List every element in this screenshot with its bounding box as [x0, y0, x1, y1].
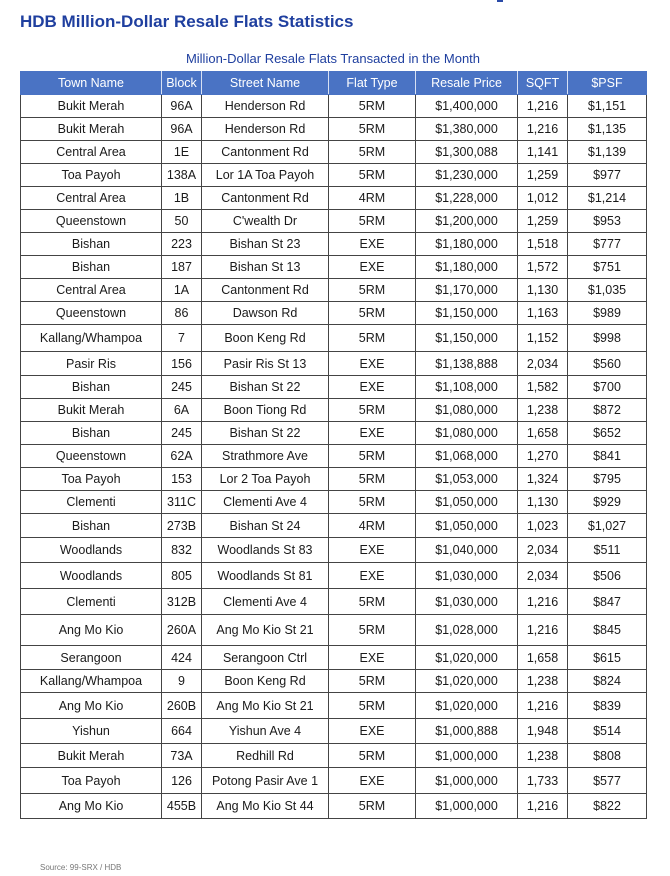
cell-psf: $839: [568, 693, 647, 719]
cell-sqft: 1,152: [518, 325, 568, 352]
cell-sqft: 1,216: [518, 794, 568, 819]
cell-street-name: Woodlands St 81: [202, 563, 329, 589]
cell-sqft: 1,238: [518, 744, 568, 768]
cell-resale-price: $1,180,000: [416, 233, 518, 256]
cell-block: 96A: [162, 118, 202, 141]
cell-sqft: 1,658: [518, 422, 568, 445]
cell-psf: $795: [568, 468, 647, 491]
cell-flat-type: EXE: [329, 538, 416, 563]
cell-psf: $577: [568, 768, 647, 794]
cell-sqft: 1,216: [518, 95, 568, 118]
table-row: [21, 794, 647, 819]
cell-town-name: Queenstown: [21, 302, 162, 325]
table-row: [21, 164, 647, 187]
cell-flat-type: EXE: [329, 256, 416, 279]
cell-block: 9: [162, 670, 202, 693]
cell-town-name: Bishan: [21, 514, 162, 538]
cell-sqft: 1,259: [518, 164, 568, 187]
cell-psf: $1,035: [568, 279, 647, 302]
cell-resale-price: $1,138,888: [416, 352, 518, 376]
cell-resale-price: $1,040,000: [416, 538, 518, 563]
cell-resale-price: $1,150,000: [416, 325, 518, 352]
cell-flat-type: 5RM: [329, 118, 416, 141]
cell-town-name: Woodlands: [21, 563, 162, 589]
cell-block: 153: [162, 468, 202, 491]
cell-street-name: Bishan St 24: [202, 514, 329, 538]
cell-resale-price: $1,170,000: [416, 279, 518, 302]
table-row: [21, 445, 647, 468]
cell-town-name: Toa Payoh: [21, 468, 162, 491]
cell-psf: $700: [568, 376, 647, 399]
table-row: [21, 422, 647, 445]
table-row: [21, 233, 647, 256]
cell-block: 260A: [162, 615, 202, 646]
cell-street-name: Redhill Rd: [202, 744, 329, 768]
cell-town-name: Bishan: [21, 422, 162, 445]
cell-psf: $824: [568, 670, 647, 693]
cell-flat-type: 5RM: [329, 491, 416, 514]
cell-flat-type: 5RM: [329, 279, 416, 302]
table-row: [21, 210, 647, 233]
cell-resale-price: $1,028,000: [416, 615, 518, 646]
cell-block: 1A: [162, 279, 202, 302]
cell-sqft: 1,658: [518, 646, 568, 670]
cell-flat-type: 5RM: [329, 445, 416, 468]
cell-sqft: 1,216: [518, 615, 568, 646]
cell-block: 7: [162, 325, 202, 352]
cell-block: 187: [162, 256, 202, 279]
cell-resale-price: $1,000,000: [416, 744, 518, 768]
cell-flat-type: 5RM: [329, 615, 416, 646]
cell-flat-type: EXE: [329, 768, 416, 794]
cell-resale-price: $1,020,000: [416, 693, 518, 719]
top-rule: [0, 0, 670, 3]
top-rule-mark: [497, 0, 503, 2]
cell-town-name: Ang Mo Kio: [21, 615, 162, 646]
cell-town-name: Bukit Merah: [21, 744, 162, 768]
cell-town-name: Queenstown: [21, 445, 162, 468]
table-row: [21, 141, 647, 164]
table-body: [21, 95, 647, 819]
cell-block: 424: [162, 646, 202, 670]
cell-psf: $1,214: [568, 187, 647, 210]
cell-sqft: 1,163: [518, 302, 568, 325]
cell-street-name: Ang Mo Kio St 21: [202, 693, 329, 719]
table-caption: Million-Dollar Resale Flats Transacted in the Month: [185, 51, 481, 66]
table-row: [21, 646, 647, 670]
cell-sqft: 1,582: [518, 376, 568, 399]
column-header-resale-price: Resale Price: [416, 72, 518, 95]
cell-sqft: 1,948: [518, 719, 568, 744]
table-row: [21, 670, 647, 693]
cell-street-name: Potong Pasir Ave 1: [202, 768, 329, 794]
cell-street-name: Bishan St 13: [202, 256, 329, 279]
cell-block: 832: [162, 538, 202, 563]
column-header-flat-type: Flat Type: [329, 72, 416, 95]
cell-town-name: Queenstown: [21, 210, 162, 233]
cell-town-name: Bukit Merah: [21, 399, 162, 422]
cell-block: 96A: [162, 95, 202, 118]
cell-flat-type: EXE: [329, 422, 416, 445]
cell-town-name: Bukit Merah: [21, 95, 162, 118]
table-row: [21, 589, 647, 615]
cell-block: 73A: [162, 744, 202, 768]
cell-sqft: 1,141: [518, 141, 568, 164]
table-row: [21, 768, 647, 794]
cell-resale-price: $1,200,000: [416, 210, 518, 233]
column-header-psf: $PSF: [568, 72, 647, 95]
table-row: [21, 95, 647, 118]
cell-street-name: Serangoon Ctrl: [202, 646, 329, 670]
cell-psf: $847: [568, 589, 647, 615]
cell-flat-type: EXE: [329, 376, 416, 399]
cell-sqft: 1,012: [518, 187, 568, 210]
source-note: Source: 99-SRX / HDB: [40, 863, 122, 872]
cell-town-name: Bishan: [21, 376, 162, 399]
cell-street-name: Ang Mo Kio St 44: [202, 794, 329, 819]
cell-sqft: 1,270: [518, 445, 568, 468]
cell-flat-type: 5RM: [329, 325, 416, 352]
cell-psf: $1,135: [568, 118, 647, 141]
column-header-street-name: Street Name: [202, 72, 329, 95]
cell-town-name: Clementi: [21, 589, 162, 615]
cell-block: 126: [162, 768, 202, 794]
cell-resale-price: $1,068,000: [416, 445, 518, 468]
cell-flat-type: 5RM: [329, 141, 416, 164]
cell-street-name: Henderson Rd: [202, 95, 329, 118]
cell-street-name: Ang Mo Kio St 21: [202, 615, 329, 646]
cell-street-name: Bishan St 23: [202, 233, 329, 256]
cell-psf: $1,139: [568, 141, 647, 164]
cell-street-name: Woodlands St 83: [202, 538, 329, 563]
cell-sqft: 1,238: [518, 399, 568, 422]
cell-town-name: Woodlands: [21, 538, 162, 563]
column-header-block: Block: [162, 72, 202, 95]
cell-block: 62A: [162, 445, 202, 468]
cell-sqft: 2,034: [518, 538, 568, 563]
cell-street-name: Lor 2 Toa Payoh: [202, 468, 329, 491]
cell-block: 86: [162, 302, 202, 325]
cell-resale-price: $1,180,000: [416, 256, 518, 279]
table-row: [21, 118, 647, 141]
cell-town-name: Clementi: [21, 491, 162, 514]
cell-block: 50: [162, 210, 202, 233]
cell-town-name: Bishan: [21, 256, 162, 279]
cell-flat-type: EXE: [329, 563, 416, 589]
table-row: [21, 279, 647, 302]
cell-resale-price: $1,230,000: [416, 164, 518, 187]
cell-sqft: 1,518: [518, 233, 568, 256]
cell-sqft: 1,216: [518, 118, 568, 141]
cell-town-name: Pasir Ris: [21, 352, 162, 376]
cell-town-name: Ang Mo Kio: [21, 794, 162, 819]
cell-street-name: Pasir Ris St 13: [202, 352, 329, 376]
cell-block: 245: [162, 422, 202, 445]
header-row: [21, 72, 647, 95]
cell-block: 312B: [162, 589, 202, 615]
cell-flat-type: 5RM: [329, 302, 416, 325]
cell-block: 260B: [162, 693, 202, 719]
cell-street-name: Yishun Ave 4: [202, 719, 329, 744]
cell-psf: $822: [568, 794, 647, 819]
table-row: [21, 399, 647, 422]
cell-block: 1E: [162, 141, 202, 164]
table-row: [21, 325, 647, 352]
cell-sqft: 1,130: [518, 279, 568, 302]
cell-psf: $989: [568, 302, 647, 325]
cell-resale-price: $1,080,000: [416, 399, 518, 422]
cell-flat-type: EXE: [329, 719, 416, 744]
cell-block: 805: [162, 563, 202, 589]
cell-block: 273B: [162, 514, 202, 538]
cell-sqft: 2,034: [518, 352, 568, 376]
cell-flat-type: 5RM: [329, 468, 416, 491]
cell-sqft: 1,324: [518, 468, 568, 491]
table-row: [21, 256, 647, 279]
cell-flat-type: 5RM: [329, 693, 416, 719]
cell-street-name: Henderson Rd: [202, 118, 329, 141]
table-row: [21, 693, 647, 719]
cell-resale-price: $1,228,000: [416, 187, 518, 210]
cell-resale-price: $1,020,000: [416, 670, 518, 693]
cell-town-name: Bukit Merah: [21, 118, 162, 141]
cell-town-name: Kallang/Whampoa: [21, 670, 162, 693]
cell-street-name: Cantonment Rd: [202, 279, 329, 302]
cell-psf: $953: [568, 210, 647, 233]
cell-flat-type: 5RM: [329, 744, 416, 768]
cell-block: 6A: [162, 399, 202, 422]
cell-resale-price: $1,053,000: [416, 468, 518, 491]
cell-town-name: Kallang/Whampoa: [21, 325, 162, 352]
table-row: [21, 538, 647, 563]
cell-resale-price: $1,300,088: [416, 141, 518, 164]
cell-resale-price: $1,000,888: [416, 719, 518, 744]
cell-flat-type: EXE: [329, 646, 416, 670]
cell-flat-type: 5RM: [329, 794, 416, 819]
cell-sqft: 1,238: [518, 670, 568, 693]
cell-block: 223: [162, 233, 202, 256]
cell-street-name: Boon Tiong Rd: [202, 399, 329, 422]
cell-sqft: 1,216: [518, 589, 568, 615]
cell-psf: $514: [568, 719, 647, 744]
cell-sqft: 2,034: [518, 563, 568, 589]
table-row: [21, 468, 647, 491]
cell-psf: $511: [568, 538, 647, 563]
cell-block: 245: [162, 376, 202, 399]
cell-psf: $872: [568, 399, 647, 422]
cell-psf: $777: [568, 233, 647, 256]
cell-town-name: Central Area: [21, 141, 162, 164]
cell-town-name: Yishun: [21, 719, 162, 744]
cell-flat-type: 5RM: [329, 589, 416, 615]
cell-psf: $977: [568, 164, 647, 187]
cell-psf: $929: [568, 491, 647, 514]
cell-resale-price: $1,000,000: [416, 794, 518, 819]
cell-block: 156: [162, 352, 202, 376]
cell-resale-price: $1,150,000: [416, 302, 518, 325]
cell-resale-price: $1,050,000: [416, 514, 518, 538]
cell-psf: $560: [568, 352, 647, 376]
cell-psf: $998: [568, 325, 647, 352]
cell-street-name: Dawson Rd: [202, 302, 329, 325]
cell-street-name: Bishan St 22: [202, 376, 329, 399]
table-row: [21, 187, 647, 210]
cell-resale-price: $1,400,000: [416, 95, 518, 118]
column-header-sqft: SQFT: [518, 72, 568, 95]
cell-flat-type: 5RM: [329, 210, 416, 233]
cell-sqft: 1,130: [518, 491, 568, 514]
resale-flats-table: [20, 71, 647, 819]
cell-psf: $808: [568, 744, 647, 768]
cell-psf: $845: [568, 615, 647, 646]
cell-sqft: 1,023: [518, 514, 568, 538]
cell-street-name: Cantonment Rd: [202, 141, 329, 164]
cell-town-name: Bishan: [21, 233, 162, 256]
cell-flat-type: EXE: [329, 352, 416, 376]
cell-block: 1B: [162, 187, 202, 210]
cell-block: 138A: [162, 164, 202, 187]
cell-town-name: Central Area: [21, 279, 162, 302]
table-row: [21, 376, 647, 399]
cell-sqft: 1,216: [518, 693, 568, 719]
table-header: [21, 72, 647, 95]
table-row: [21, 719, 647, 744]
cell-street-name: Lor 1A Toa Payoh: [202, 164, 329, 187]
cell-street-name: Boon Keng Rd: [202, 670, 329, 693]
cell-resale-price: $1,000,000: [416, 768, 518, 794]
cell-psf: $1,027: [568, 514, 647, 538]
cell-sqft: 1,733: [518, 768, 568, 794]
cell-resale-price: $1,030,000: [416, 563, 518, 589]
cell-flat-type: 5RM: [329, 95, 416, 118]
cell-town-name: Toa Payoh: [21, 768, 162, 794]
page-title: HDB Million-Dollar Resale Flats Statistics: [20, 12, 354, 31]
cell-town-name: Ang Mo Kio: [21, 693, 162, 719]
cell-resale-price: $1,050,000: [416, 491, 518, 514]
cell-town-name: Serangoon: [21, 646, 162, 670]
cell-resale-price: $1,080,000: [416, 422, 518, 445]
cell-resale-price: $1,020,000: [416, 646, 518, 670]
table-row: [21, 514, 647, 538]
cell-town-name: Central Area: [21, 187, 162, 210]
table-row: [21, 563, 647, 589]
cell-block: 311C: [162, 491, 202, 514]
cell-psf: $506: [568, 563, 647, 589]
cell-resale-price: $1,030,000: [416, 589, 518, 615]
table-row: [21, 744, 647, 768]
cell-flat-type: EXE: [329, 233, 416, 256]
cell-street-name: C'wealth Dr: [202, 210, 329, 233]
cell-psf: $1,151: [568, 95, 647, 118]
cell-flat-type: 5RM: [329, 164, 416, 187]
cell-resale-price: $1,108,000: [416, 376, 518, 399]
cell-street-name: Clementi Ave 4: [202, 491, 329, 514]
cell-street-name: Strathmore Ave: [202, 445, 329, 468]
cell-street-name: Boon Keng Rd: [202, 325, 329, 352]
cell-street-name: Clementi Ave 4: [202, 589, 329, 615]
cell-sqft: 1,259: [518, 210, 568, 233]
cell-block: 664: [162, 719, 202, 744]
cell-flat-type: 4RM: [329, 187, 416, 210]
table-row: [21, 615, 647, 646]
cell-flat-type: 5RM: [329, 670, 416, 693]
cell-flat-type: 5RM: [329, 399, 416, 422]
cell-resale-price: $1,380,000: [416, 118, 518, 141]
cell-street-name: Cantonment Rd: [202, 187, 329, 210]
cell-psf: $615: [568, 646, 647, 670]
cell-block: 455B: [162, 794, 202, 819]
column-header-town-name: Town Name: [21, 72, 162, 95]
cell-psf: $751: [568, 256, 647, 279]
table-row: [21, 352, 647, 376]
cell-sqft: 1,572: [518, 256, 568, 279]
cell-flat-type: 4RM: [329, 514, 416, 538]
table-row: [21, 302, 647, 325]
cell-psf: $652: [568, 422, 647, 445]
table-row: [21, 491, 647, 514]
cell-town-name: Toa Payoh: [21, 164, 162, 187]
cell-street-name: Bishan St 22: [202, 422, 329, 445]
cell-psf: $841: [568, 445, 647, 468]
